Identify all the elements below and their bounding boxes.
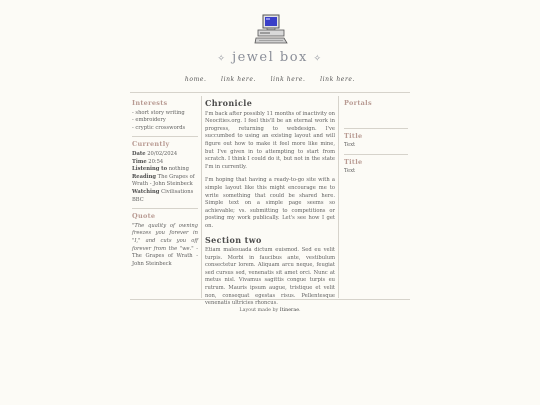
currently-reading (132, 174, 198, 189)
site-title-text: jewel box (232, 50, 308, 65)
interests-heading: Interests (132, 99, 168, 107)
site-header (0, 0, 540, 92)
list-item: - short story writing (132, 109, 185, 116)
chronicle-heading: Chronicle (205, 98, 253, 108)
currently-date (132, 151, 198, 159)
reading-label: Reading (132, 173, 156, 180)
time-value: 20:54 (148, 158, 164, 165)
quote-block (132, 223, 198, 269)
sparkle-icon: ✧ (313, 54, 323, 64)
list-item: - cryptic crosswords (132, 124, 186, 131)
main-nav (0, 76, 540, 83)
footer-suffix: . (299, 308, 301, 313)
date-label: Date (132, 150, 146, 157)
currently-section (132, 141, 198, 204)
interests-section (132, 100, 198, 132)
quote-heading: Quote (132, 212, 156, 221)
listening-label: Listening to (132, 166, 168, 173)
currently-listening (132, 166, 198, 174)
sparkle-icon: ✧ (217, 54, 227, 64)
sidebar-left (132, 100, 198, 272)
currently-heading: Currently (132, 140, 170, 149)
listening-value: nothing (168, 166, 189, 173)
section-two-heading: Section two (205, 234, 262, 245)
nav-link-home[interactable]: home. (184, 76, 207, 83)
site-title (0, 50, 540, 65)
nav-link-2[interactable]: link here. (270, 76, 306, 83)
currently-time (132, 159, 198, 167)
chronicle-paragraph-2: I'm hoping that having a ready-to-go site with a simple layout like this might encourage me to write something that could be shared here. Simple text on a simple page seems so achievable; vs. submitting to competitions or posting my work publically. Let's see how I get on. (205, 177, 335, 229)
quote-text: "The quality of owning freezes you forever in "I," and cuts you off forever from the "we." (132, 222, 198, 252)
portal-text-2: Text (344, 168, 356, 175)
time-label: Time (132, 158, 147, 165)
main-content (205, 100, 335, 314)
interests-list (132, 110, 198, 133)
chronicle-paragraph-1: I'm back after possibly 11 months of inactivity on Neocities.org. I feel this'll be an eternal work in progress, returning to webdesign. I've succumbed to using an existing layout and will figure out how to make it feel more like mine, but I've given in to attempting to start from scratch. I think I could do it, but not in the state I'm in currently. (205, 110, 335, 170)
quote-attribution: - The Grapes of Wrath - John Steinbeck (132, 245, 198, 267)
footer-prefix: Layout made by (239, 308, 280, 313)
watching-value: Civilisations BBC (132, 188, 194, 203)
quote-section (132, 213, 198, 268)
left-column-divider (201, 96, 202, 298)
portal-title-2: Title (344, 157, 363, 166)
section-two-paragraph: Etiam malesuada dictum euismod. Sed eu velit turpis. Morbi in faucibus ante, vestibulum consectetur lorem. Aliquam arcu neque, feugiat sed cursus sed, venenatis sit amet orci. Nunc at metus nisl. Vivamus sagittis congue turpis eu rutrum. Mauris ipsum augue, tristique et velit non, consequat egestas risus. Pellentesque venenatis ultricies rhoncus. (205, 247, 335, 307)
divider (132, 136, 198, 137)
divider (344, 128, 408, 129)
currently-watching (132, 189, 198, 204)
divider (132, 208, 198, 209)
list-item: - embroidery (132, 117, 166, 124)
nav-link-1[interactable]: link here. (221, 76, 257, 83)
watching-label: Watching (132, 188, 160, 195)
site-footer (0, 308, 540, 313)
computer-icon (254, 14, 288, 44)
divider (344, 154, 408, 155)
footer-author-link[interactable]: Itinerae (279, 308, 300, 313)
reading-value: The Grapes of Wrath - John Steinbeck (132, 173, 195, 188)
sidebar-right (344, 100, 408, 176)
date-value: 20/02/2024 (147, 150, 178, 157)
right-column-divider (338, 96, 339, 298)
portals-heading: Portals (344, 99, 372, 107)
nav-link-3[interactable]: link here. (320, 76, 356, 83)
portal-title-1: Title (344, 131, 363, 140)
portal-text-1: Text (344, 142, 356, 149)
top-divider (130, 92, 410, 93)
